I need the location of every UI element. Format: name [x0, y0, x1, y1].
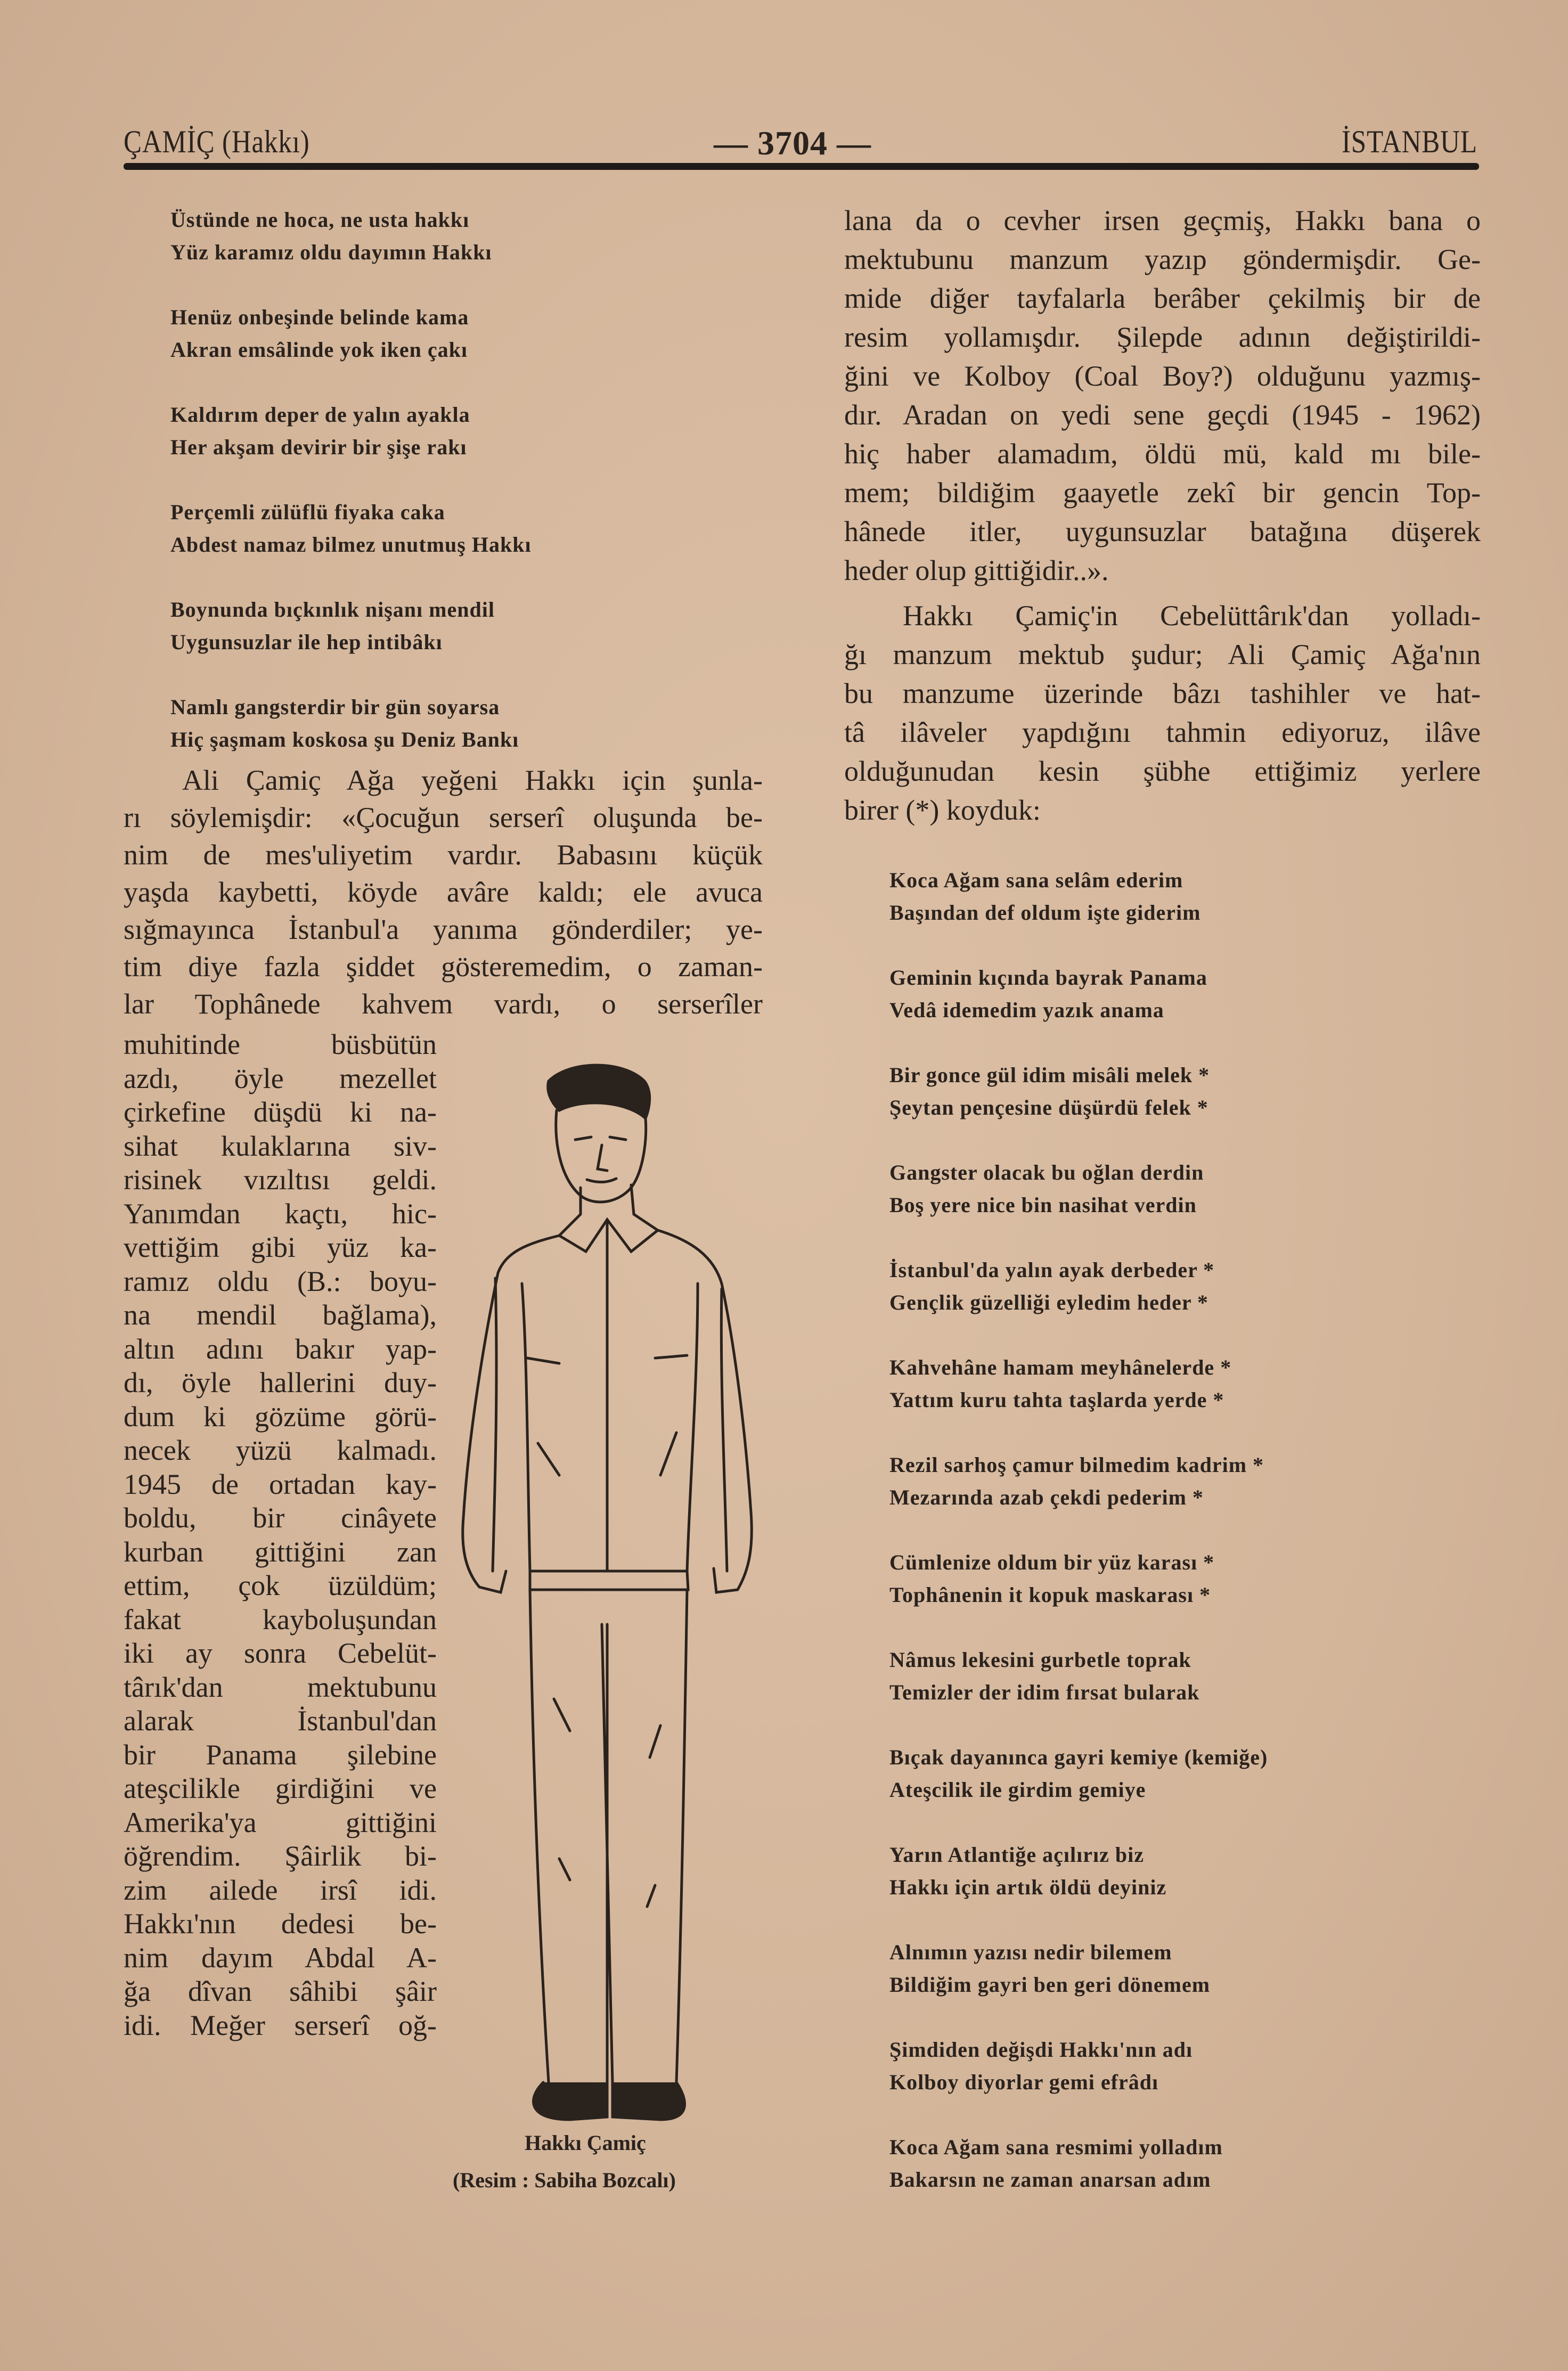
poem-line: Geminin kıçında bayrak Panama [889, 966, 1207, 990]
prose-line: Hakkı Çamiç'in Cebelüttârık'dan yolladı- [903, 600, 1481, 632]
prose-line: mektubunu manzum yazıp göndermişdir. Ge- [844, 243, 1481, 275]
prose-line: hiç haber alamadım, öldü mü, kald mı bile- [844, 438, 1481, 470]
illustration-caption-name: Hakkı Çamiç [525, 2131, 646, 2155]
poem-line: Boynunda bıçkınlık nişanı mendil [170, 598, 495, 622]
poem-line: Başından def oldum işte giderim [889, 901, 1201, 925]
poem-stanza [170, 496, 532, 593]
prose-line: lar Tophânede kahvem vardı, o serserîler [124, 988, 763, 1020]
poem-stanza [889, 1838, 1268, 1936]
poem-stanza [170, 593, 532, 691]
prose-line: lana da o cevher irsen geçmiş, Hakkı bana o [844, 205, 1481, 236]
left-prose-narrow [124, 1028, 437, 2042]
prose-line: zim ailede irsî idi. [124, 1874, 437, 1906]
poem-line: Koca Ağam sana selâm ederim [889, 868, 1183, 892]
prose-line: vettiğim gibi yüz ka- [124, 1231, 437, 1263]
poem-line: Üstünde ne hoca, ne usta hakkı [170, 208, 470, 232]
prose-line: heder olup gittiğidir..». [844, 554, 1109, 586]
prose-line: boldu, bir cinâyete [124, 1502, 437, 1534]
prose-paragraph [844, 201, 1481, 590]
prose-line: bu manzume üzerinde bâzı tashihler ve hat- [844, 677, 1481, 709]
prose-line: Amerika'ya gittiğini [124, 1806, 437, 1838]
poem-line: Abdest namaz bilmez unutmuş Hakkı [170, 533, 532, 557]
poem-line: Namlı gangsterdir bir gün soyarsa [170, 695, 500, 719]
prose-paragraph [844, 596, 1481, 830]
poem-stanza [170, 203, 532, 301]
prose-line: hânede itler, uygunsuzlar batağına düşerek [844, 516, 1481, 547]
poem-stanza [889, 1546, 1268, 1644]
poem-line: Kaldırım deper de yalın ayakla [170, 403, 470, 427]
poem-line: Kahvehâne hamam meyhânelerde * [889, 1355, 1232, 1379]
prose-line: kurban gittiğini zan [124, 1535, 437, 1568]
poem-line: Bıçak dayanınca gayri kemiye (kemiğe) [889, 1745, 1268, 1769]
poem-stanza [889, 1156, 1268, 1254]
left-prose-wide [124, 762, 763, 1023]
prose-line: birer (*) koyduk: [844, 794, 1041, 826]
poem-stanza [889, 1741, 1268, 1838]
poem-line: Bildiğim gayri ben geri dönemem [889, 1973, 1211, 1997]
poem-line: Rezil sarhoş çamur bilmedim kadrim * [889, 1453, 1264, 1477]
prose-line: azdı, öyle mezellet [124, 1062, 437, 1094]
prose-line: 1945 de ortadan kay- [124, 1468, 437, 1500]
poem-line: Mezarında azab çekdi pederim * [889, 1485, 1204, 1509]
poem-line: Boş yere nice bin nasihat verdin [889, 1193, 1197, 1217]
poem-stanza [889, 1936, 1268, 2033]
prose-line: târık'dan mektubunu [124, 1671, 437, 1703]
prose-line: Yanımdan kaçtı, hic- [124, 1197, 437, 1230]
prose-line: yaşda kaybetti, köyde avâre kaldı; ele avuca [124, 876, 763, 908]
poem-line: Her akşam devirir bir şişe rakı [170, 435, 467, 459]
prose-line: na mendil bağlama), [124, 1299, 437, 1331]
prose-line: çirkefine düşdü ki na- [124, 1096, 437, 1128]
prose-line: dır. Aradan on yedi sene geçdi (1945 - 1962) [844, 399, 1481, 431]
poem-line: Kolboy diyorlar gemi efrâdı [889, 2070, 1159, 2094]
poem-line: Yarın Atlantiğe açılırız biz [889, 1843, 1144, 1867]
prose-line: mide diğer tayfalarla berâber çekilmiş bir de [844, 282, 1481, 314]
poem-stanza [889, 1059, 1268, 1156]
poem-line: Temizler der idim fırsat bularak [889, 1680, 1200, 1704]
poem-line: Hiç şaşmam koskosa şu Deniz Bankı [170, 727, 519, 751]
prose-line: nim dayım Abdal A- [124, 1941, 437, 1974]
prose-line: tâ ilâveler yapdığını tahmin ediyoruz, ilâve [844, 716, 1481, 748]
prose-line: rı söylemişdir: «Çocuğun serserî oluşunda be- [124, 802, 763, 833]
poem-stanza [889, 961, 1268, 1059]
poem-stanza [889, 1254, 1268, 1351]
prose-line: Ali Çamiç Ağa yeğeni Hakkı için şunla- [182, 764, 763, 796]
prose-line: risinek vızıltısı geldi. [124, 1164, 437, 1196]
prose-line: bir Panama şilebine [124, 1738, 437, 1771]
prose-line: mem; bildiğim gaayetle zekî bir gencin Top- [844, 477, 1481, 509]
poem-stanza [170, 398, 532, 496]
poem-line: Akran emsâlinde yok iken çakı [170, 338, 468, 362]
prose-line: muhitinde büsbütün [124, 1028, 437, 1060]
poem-stanza [889, 864, 1268, 961]
poem-stanza [889, 1644, 1268, 1741]
prose-line: ettim, çok üzüldüm; [124, 1569, 437, 1601]
poem-stanza [170, 301, 532, 398]
poem-line: Gangster olacak bu oğlan derdin [889, 1160, 1204, 1184]
prose-line: ğini ve Kolboy (Coal Boy?) olduğunu yazmış- [844, 360, 1481, 392]
poem-line: Alnımın yazısı nedir bilemem [889, 1940, 1172, 1964]
prose-line: resim yollamışdır. Şilepde adının değiştirildi- [844, 321, 1481, 353]
poem-line: İstanbul'da yalın ayak derbeder * [889, 1258, 1215, 1282]
prose-line: sığmayınca İstanbul'a yanıma gönderdiler; ye- [124, 913, 763, 945]
prose-line: idi. Meğer serserî oğ- [124, 2009, 437, 2041]
poem-line: Bir gonce gül idim misâli melek * [889, 1063, 1210, 1087]
poem-line: Yattım kuru tahta taşlarda yerde * [889, 1388, 1224, 1412]
prose-line: nim de mes'uliyetim vardır. Babasını küçük [124, 839, 763, 871]
poem-line: Şeytan pençesine düşürdü felek * [889, 1095, 1208, 1119]
page-number: — 3704 — [714, 124, 871, 162]
prose-line: iki ay sonra Cebelüt- [124, 1637, 437, 1669]
prose-line: olduğunudan kesin şübhe ettiğimiz yerlere [844, 755, 1481, 787]
poem-line: Ateşcilik ile girdim gemiye [889, 1778, 1146, 1802]
poem-stanza [889, 2033, 1268, 2131]
prose-line: necek yüzü kalmadı. [124, 1434, 437, 1466]
prose-line: öğrendim. Şâirlik bi- [124, 1840, 437, 1872]
prose-line: fakat kayboluşundan [124, 1603, 437, 1636]
prose-line: ramız oldu (B.: boyu- [124, 1265, 437, 1297]
left-poem [170, 203, 532, 788]
portrait-sketch-illustration [447, 1060, 767, 2130]
poem-line: Vedâ idemedim yazık anama [889, 998, 1164, 1022]
poem-line: Koca Ağam sana resmimi yolladım [889, 2135, 1223, 2159]
poem-stanza [889, 1351, 1268, 1449]
poem-line: Tophânenin it kopuk maskarası * [889, 1583, 1211, 1607]
poem-stanza [889, 2131, 1268, 2228]
poem-line: Cümlenize oldum bir yüz karası * [889, 1550, 1215, 1574]
poem-line: Uygunsuzlar ile hep intibâkı [170, 630, 443, 654]
prose-line: ğa dîvan sâhibi şâir [124, 1975, 437, 2007]
prose-line: altın adını bakır yap- [124, 1332, 437, 1365]
poem-line: Gençlik güzelliği eyledim heder * [889, 1290, 1208, 1314]
poem-line: Perçemli zülüflü fiyaka caka [170, 500, 445, 524]
right-poem [889, 864, 1268, 2228]
prose-line: Hakkı'nın dedesi be- [124, 1908, 437, 1940]
prose-line: dum ki gözüme görü- [124, 1400, 437, 1433]
poem-line: Yüz karamız oldu dayımın Hakkı [170, 240, 492, 264]
prose-line: alarak İstanbul'dan [124, 1705, 437, 1737]
illustration-caption-credit: (Resim : Sabiha Bozcalı) [453, 2168, 676, 2192]
poem-line: Bakarsın ne zaman anarsan adım [889, 2168, 1211, 2192]
poem-line: Şimdiden değişdi Hakkı'nın adı [889, 2038, 1193, 2062]
poem-line: Henüz onbeşinde belinde kama [170, 305, 469, 329]
running-header-right: İSTANBUL [1342, 124, 1477, 159]
poem-line: Nâmus lekesini gurbetle toprak [889, 1648, 1191, 1672]
running-header-left: ÇAMİÇ (Hakkı) [124, 124, 310, 159]
prose-line: dı, öyle hallerini duy- [124, 1367, 437, 1399]
prose-line: ateşcilikle girdiğini ve [124, 1772, 437, 1804]
header-rule [124, 163, 1479, 170]
poem-line: Hakkı için artık öldü deyiniz [889, 1875, 1167, 1899]
prose-line: tim diye fazla şiddet gösteremedim, o zaman- [124, 951, 763, 983]
prose-line: sihat kulaklarına siv- [124, 1130, 437, 1162]
prose-line: ğı manzum mektub şudur; Ali Çamiç Ağa'nın [844, 639, 1481, 671]
poem-stanza [889, 1449, 1268, 1546]
right-prose [844, 201, 1481, 836]
